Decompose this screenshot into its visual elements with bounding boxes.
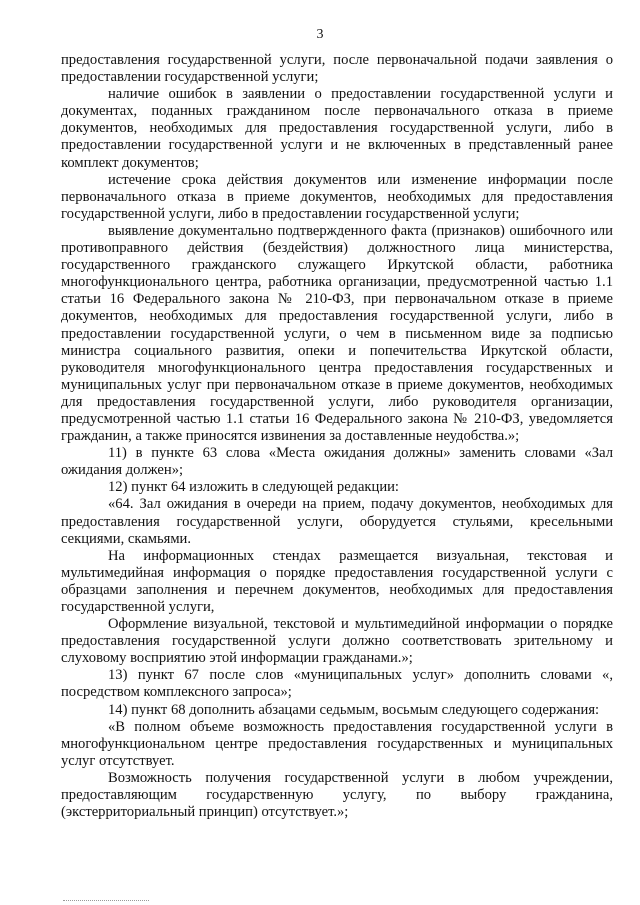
document-body — [61, 52, 613, 821]
paragraph: выявление документально подтвержденного факта (признаков) ошибочного или противоправного действия (бездействия) должностного лица министерства, государственного гражданского служащего Иркутской области, работника многофункционального центра, работника организации, предусмотренной частью 1.1 статьи 16 Федерального закона № 210-ФЗ, при первоначальном отказе в приеме документов, необходимых для предоставления государственной услуги, либо в предоставлении государственной услуги, о чем в письменном виде за подписью министра социального развития, опеки и попечительства Иркутской области, руководителя многофункционального центра предоставления государственных и муниципальных услуг при первоначальном отказе в приеме документов, необходимых для предоставления государственной услуги, либо руководителя организации, предусмотренной частью 1.1 статьи 16 Федерального закона № 210-ФЗ, уведомляется гражданин, а также приносятся извинения за доставленные неудобства.»; — [61, 222, 613, 445]
paragraph: 14) пункт 68 дополнить абзацами седьмым, восьмым следующего содержания: — [108, 701, 600, 718]
paragraph: Возможность получения государственной услуги в любом учреждении, предоставляющим государственную услугу, по выбору гражданина, (экстерриториальный принцип) отсутствует.»; — [61, 769, 613, 821]
page-number: 3 — [316, 27, 324, 42]
paragraph: истечение срока действия документов или изменение информации после первоначального отказа в приеме документов, необходимых для предоставления государственной услуги, либо в предоставлении государственной услуги; — [61, 171, 613, 222]
paragraph: «В полном объеме возможность предоставления государственной услуги в многофункциональном центре предоставления государственных и муниципальных услуг отсутствует. — [61, 718, 613, 769]
paragraph: «64. Зал ожидания в очереди на прием, подачу документов, необходимых для предоставления государственной услуги, оборудуется стульями, кресельными секциями, скамьями. — [61, 496, 613, 547]
paragraph: предоставления государственной услуги, после первоначальной подачи заявления о предоставлении государственной услуги; — [61, 52, 613, 86]
paragraph: Оформление визуальной, текстовой и мультимедийной информации о порядке предоставления государственной услуги должно соответствовать зрительному и слуховому восприятию этой информации гражданами.»; — [61, 616, 613, 667]
footer-rule — [63, 900, 149, 901]
paragraph: На информационных стендах размещается визуальная, текстовая и мультимедийная информация о порядке предоставления государственной услуги с образцами заполнения и перечнем документов, необходимых для предоставления государственной услуги, — [61, 547, 613, 615]
paragraph: 13) пункт 67 после слов «муниципальных услуг» дополнить словами «, посредством комплексного запроса»; — [61, 667, 613, 701]
paragraph: 11) в пункте 63 слова «Места ожидания должны» заменить словами «Зал ожидания должен»; — [61, 445, 613, 479]
paragraph: 12) пункт 64 изложить в следующей редакции: — [108, 479, 399, 496]
paragraph: наличие ошибок в заявлении о предоставлении государственной услуги и документах, поданных гражданином после первоначального отказа в приеме документов, необходимых для предоставления государственной услуги, либо в предоставлении государственной услуги и не включенных в представленный ранее комплект документов; — [61, 86, 613, 171]
